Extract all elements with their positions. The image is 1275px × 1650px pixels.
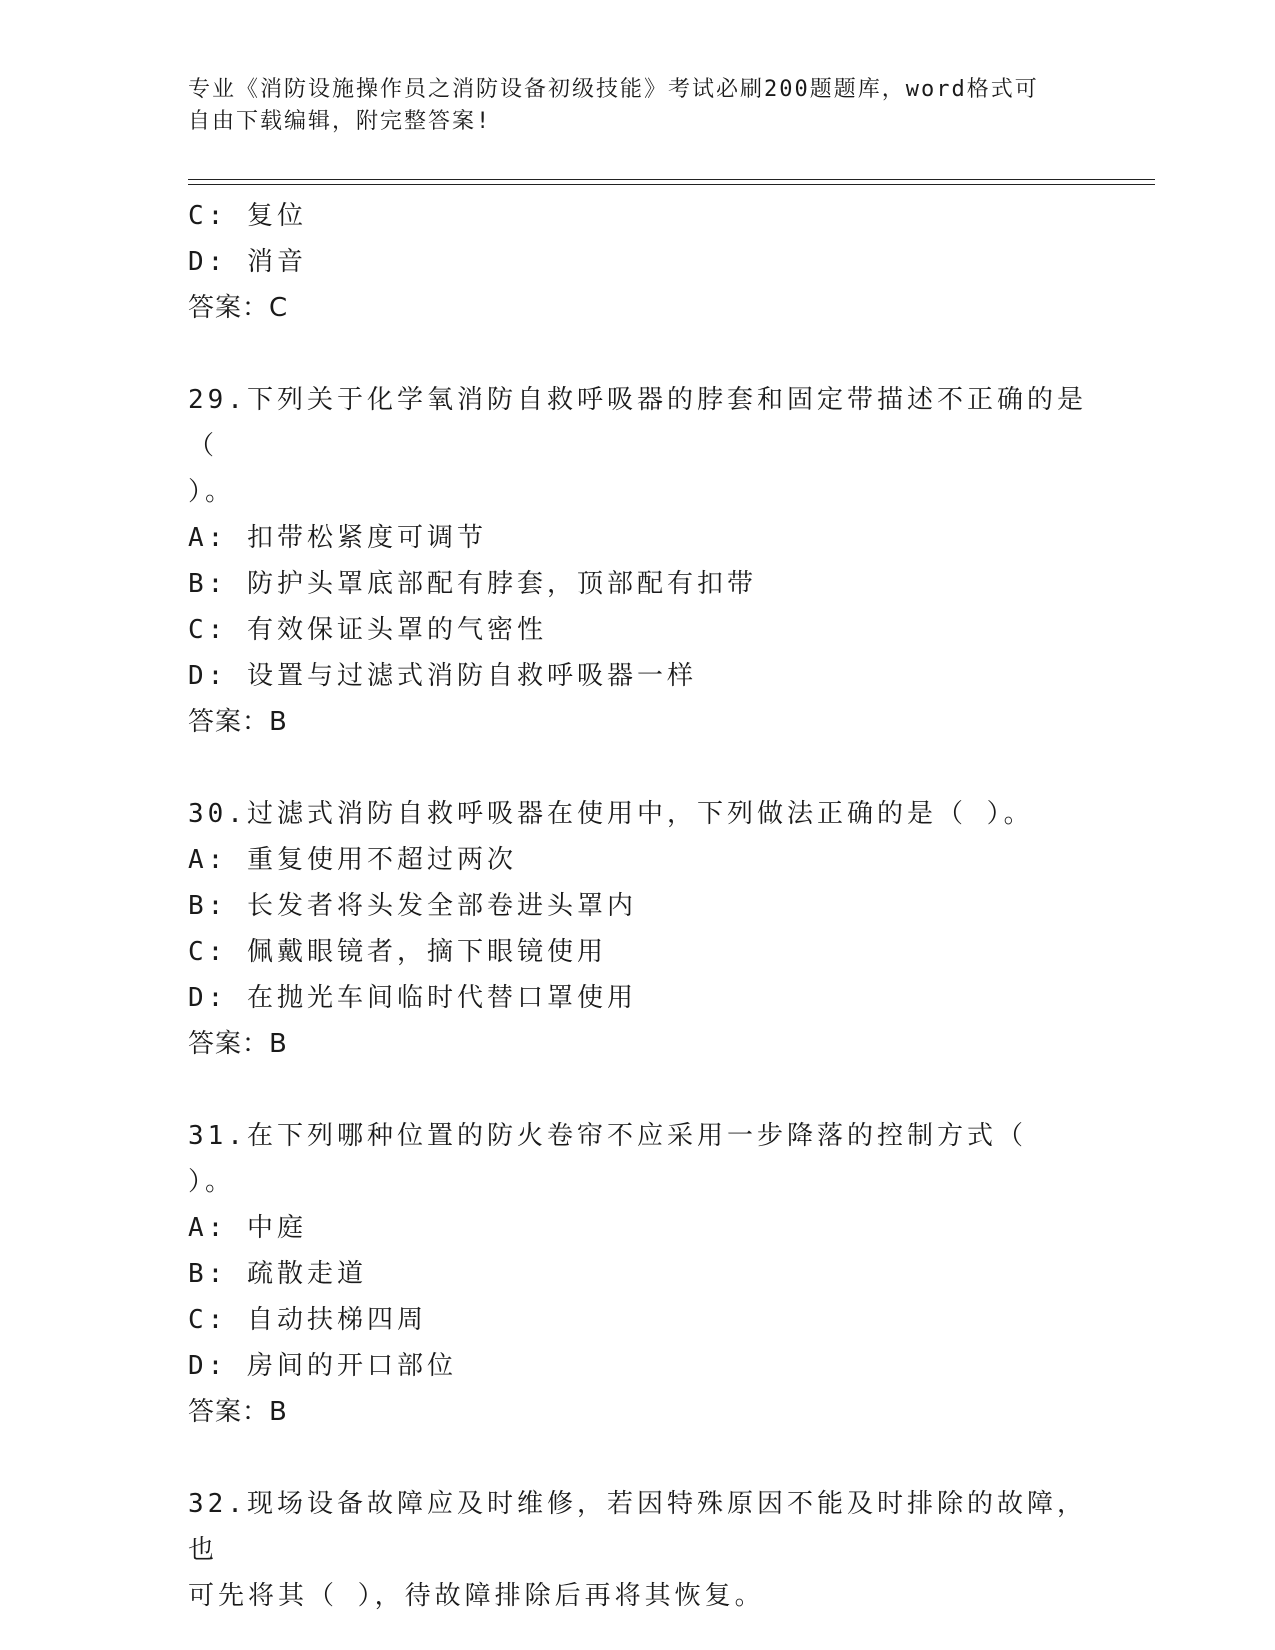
option-c: C: 自动扶梯四周 [188, 1305, 427, 1335]
question-29 [188, 377, 1108, 745]
spacer [188, 1435, 1108, 1481]
answer-label: 答案：B [188, 1397, 288, 1427]
spacer [188, 1067, 1108, 1113]
option-a: A: 扣带松紧度可调节 [188, 523, 487, 553]
question-text: ）。 [188, 477, 236, 507]
option-d: D: 设置与过滤式消防自救呼吸器一样 [188, 661, 697, 691]
option-b: B: 防护头罩底部配有脖套，顶部配有扣带 [188, 569, 757, 599]
option-c: C: 复位 [188, 201, 307, 231]
option-a: A: 重复使用不超过两次 [188, 845, 517, 875]
option-c: C: 佩戴眼镜者，摘下眼镜使用 [188, 937, 607, 967]
header-divider-top [188, 179, 1155, 180]
question-31 [188, 1113, 1108, 1435]
header-divider-bottom [188, 184, 1155, 185]
option-d: D: 房间的开口部位 [188, 1351, 457, 1381]
spacer [188, 331, 1108, 377]
header-line-1: 专业《消防设施操作员之消防设备初级技能》考试必刷200题题库，word格式可 [188, 77, 1039, 102]
question-text: 31.在下列哪种位置的防火卷帘不应采用一步降落的控制方式（ ）。 [188, 1121, 1027, 1197]
question-list [188, 193, 1108, 1619]
question-32 [188, 1481, 1108, 1619]
answer-label: 答案：B [188, 707, 288, 737]
option-b: B: 疏散走道 [188, 1259, 367, 1289]
answer-label: 答案：B [188, 1029, 288, 1059]
option-d: D: 消音 [188, 247, 307, 277]
spacer [188, 745, 1108, 791]
question-text: 30.过滤式消防自救呼吸器在使用中，下列做法正确的是（ ）。 [188, 799, 1034, 829]
option-d: D: 在抛光车间临时代替口罩使用 [188, 983, 637, 1013]
option-b: B: 长发者将头发全部卷进头罩内 [188, 891, 637, 921]
question-text: 29.下列关于化学氧消防自救呼吸器的脖套和固定带描述不正确的是（ [188, 385, 1087, 461]
answer-label: 答案：C [188, 293, 289, 323]
document-header [188, 74, 1068, 138]
question-text: 可先将其（ ），待故障排除后再将其恢复。 [188, 1581, 765, 1611]
option-a: A: 中庭 [188, 1213, 307, 1243]
header-line-2: 自由下载编辑，附完整答案! [188, 109, 492, 134]
question-30 [188, 791, 1108, 1067]
option-c: C: 有效保证头罩的气密性 [188, 615, 547, 645]
question-text: 32.现场设备故障应及时维修，若因特殊原因不能及时排除的故障，也 [188, 1489, 1087, 1565]
